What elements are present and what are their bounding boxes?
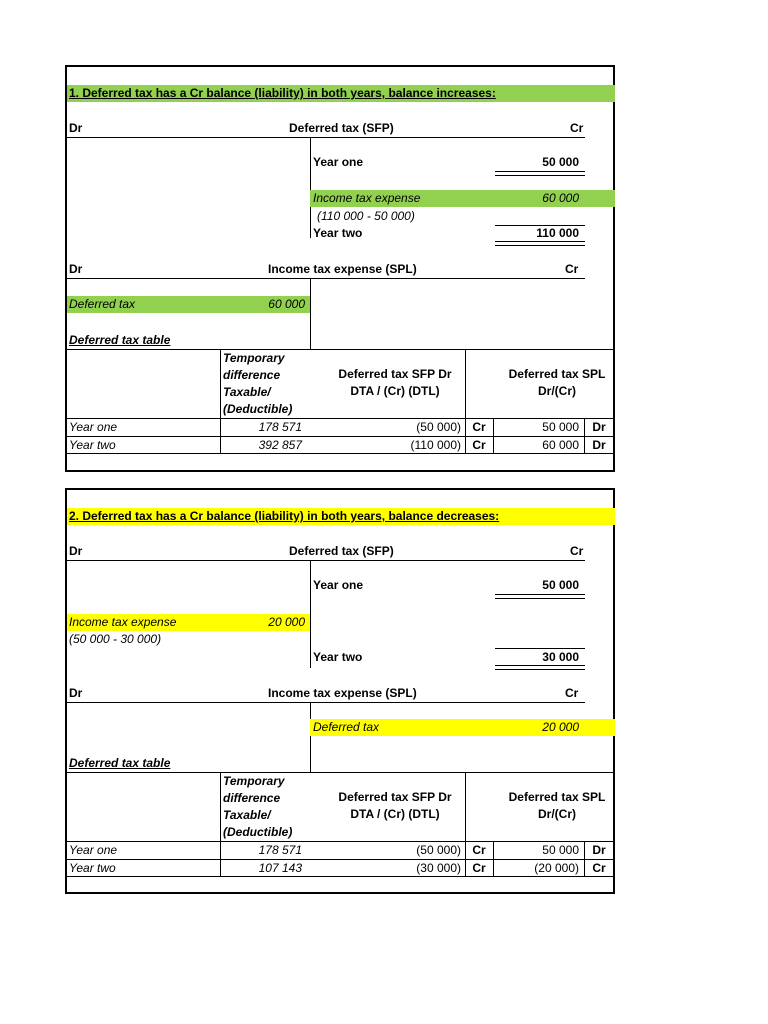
year-two-label: Year two — [313, 650, 363, 664]
table-title: Deferred tax table — [69, 756, 171, 770]
table-top-line — [67, 349, 615, 350]
t-account-cr: Cr — [570, 121, 584, 135]
row-sfp-side: Cr — [472, 843, 486, 857]
t-account-top-line — [67, 702, 585, 703]
row-sfp: (50 000) — [416, 420, 461, 434]
row-sfp: (30 000) — [416, 861, 461, 875]
row-label: Year two — [69, 861, 116, 875]
t-account-top-line — [67, 560, 585, 561]
t-account-divider — [310, 702, 311, 772]
row-spl-side: Cr — [592, 861, 606, 875]
t-account-dr: Dr — [69, 544, 83, 558]
t-account-divider — [310, 278, 311, 349]
t-account-dr: Dr — [69, 121, 83, 135]
section-decrease — [65, 488, 615, 894]
section-title: 1. Deferred tax has a Cr balance (liability) in both years, balance increases: — [69, 86, 496, 100]
adjust-calc: (50 000 - 30 000) — [69, 632, 162, 646]
double-underline — [495, 594, 585, 599]
row-spl: (20 000) — [534, 861, 579, 875]
row-temp: 107 143 — [258, 861, 302, 875]
row-temp: 178 571 — [258, 420, 302, 434]
t-account-cr: Cr — [565, 686, 579, 700]
year-two-label: Year two — [313, 226, 363, 240]
double-underline — [495, 171, 585, 176]
section-increase — [65, 65, 615, 472]
t-account-title: Income tax expense (SPL) — [268, 686, 417, 700]
t-account-dr: Dr — [69, 262, 83, 276]
year-one-label: Year one — [313, 155, 364, 169]
header-deferred-tax-sfp: Deferred tax SFP Dr DTA / (Cr) (DTL) — [338, 790, 452, 821]
year-one-value: 50 000 — [542, 578, 579, 592]
row-sfp-side: Cr — [472, 420, 486, 434]
entry-label: Deferred tax — [69, 297, 136, 311]
t-account-cr: Cr — [570, 544, 584, 558]
t-account-title: Deferred tax (SFP) — [289, 121, 394, 135]
row-spl-side: Dr — [592, 420, 606, 434]
table-col-divider — [220, 772, 221, 876]
header-temporary-difference: Temporary difference Taxable/ (Deductible) — [223, 774, 293, 839]
t-account-top-line — [67, 137, 585, 138]
double-underline — [495, 241, 585, 246]
row-label: Year two — [69, 438, 116, 452]
table-title: Deferred tax table — [69, 333, 171, 347]
row-spl: 50 000 — [542, 420, 579, 434]
adjust-value: 20 000 — [268, 615, 305, 629]
entry-label: Deferred tax — [313, 720, 380, 734]
t-account-divider — [310, 560, 311, 668]
header-deferred-tax-sfp: Deferred tax SFP Dr DTA / (Cr) (DTL) — [338, 367, 452, 398]
section-title: 2. Deferred tax has a Cr balance (liability) in both years, balance decreases: — [69, 509, 500, 523]
header-deferred-tax-spl: Deferred tax SPL Dr/(Cr) — [508, 367, 606, 398]
row-label: Year one — [69, 420, 118, 434]
year-one-label: Year one — [313, 578, 364, 592]
adjust-label: Income tax expense — [313, 191, 421, 205]
t-account-title: Income tax expense (SPL) — [268, 262, 417, 276]
row-temp: 392 857 — [258, 438, 302, 452]
row-sfp: (110 000) — [410, 438, 461, 452]
entry-value: 60 000 — [268, 297, 305, 311]
row-sfp: (50 000) — [416, 843, 461, 857]
row-spl: 60 000 — [542, 438, 579, 452]
adjust-calc: (110 000 - 50 000) — [317, 209, 415, 223]
double-underline — [495, 665, 585, 670]
year-one-value: 50 000 — [542, 155, 579, 169]
header-temporary-difference: Temporary difference Taxable/ (Deductible) — [223, 351, 293, 416]
year-two-value: 110 000 — [536, 226, 579, 240]
entry-value: 20 000 — [542, 720, 579, 734]
year-two-value: 30 000 — [542, 650, 579, 664]
table-bottom-line — [67, 453, 615, 454]
t-account-dr: Dr — [69, 686, 83, 700]
row-spl-side: Dr — [592, 438, 606, 452]
row-sfp-side: Cr — [472, 861, 486, 875]
row-sfp-side: Cr — [472, 438, 486, 452]
row-label: Year one — [69, 843, 118, 857]
row-spl-side: Dr — [592, 843, 606, 857]
row-spl: 50 000 — [542, 843, 579, 857]
t-account-title: Deferred tax (SFP) — [289, 544, 394, 558]
table-col-divider — [220, 349, 221, 453]
table-bottom-line — [67, 876, 615, 877]
t-account-cr: Cr — [565, 262, 579, 276]
t-account-top-line — [67, 278, 585, 279]
adjust-label: Income tax expense — [69, 615, 177, 629]
header-deferred-tax-spl: Deferred tax SPL Dr/(Cr) — [508, 790, 606, 821]
adjust-value: 60 000 — [542, 191, 579, 205]
t-account-divider — [310, 137, 311, 238]
table-top-line — [67, 772, 615, 773]
row-temp: 178 571 — [258, 843, 302, 857]
